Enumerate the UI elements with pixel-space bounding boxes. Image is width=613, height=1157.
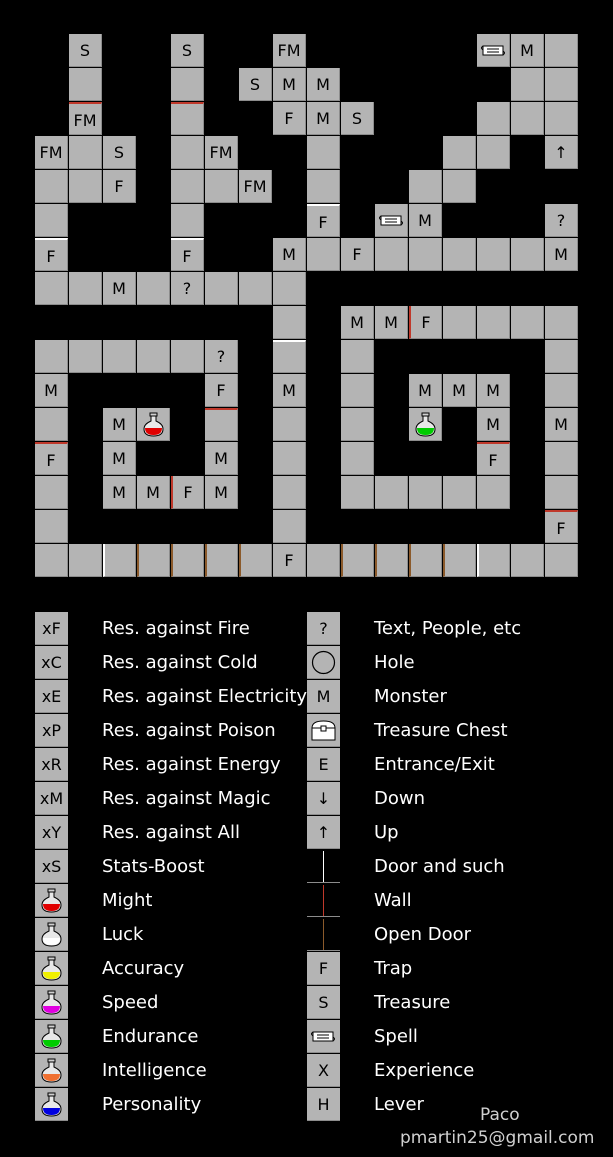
legend-label: Spell [374,1026,418,1047]
map-cell [443,544,476,577]
map-cell [409,238,442,271]
map-cell [545,442,578,475]
red-potion-icon [140,411,167,438]
map-cell [545,34,578,67]
legend-symbol: xR [35,748,68,781]
legend-row [0,816,613,850]
map-cell: M [205,442,238,475]
legend-symbol: xS [35,850,68,883]
map-cell [545,476,578,509]
map-cell [171,544,204,577]
legend-symbol: xP [35,714,68,747]
map-cell [341,476,374,509]
map-cell [375,544,408,577]
map-cell [69,544,102,577]
legend-spell [307,1020,340,1053]
map-cell [409,544,442,577]
legend-symbol: F [307,952,340,985]
map-cell [341,408,374,441]
map-cell: M [409,374,442,407]
map-cell: F [273,544,306,577]
legend-hole [307,646,340,679]
map-cell: M [307,102,340,135]
map-cell: M [409,204,442,237]
legend-symbol: xY [35,816,68,849]
map-cell: M [35,374,68,407]
map-cell: S [171,34,204,67]
legend-row [0,952,613,986]
legend-label: Trap [374,958,413,979]
map-cell: F [35,238,68,271]
map-cell: M [307,68,340,101]
legend-row [0,646,613,680]
map-cell [69,272,102,305]
map-cell [511,68,544,101]
map-cell [341,340,374,373]
map-cell [443,136,476,169]
legend-row [0,612,613,646]
map-cell [35,170,68,203]
map-cell [443,476,476,509]
map-cell [273,340,306,373]
legend-label: Speed [102,992,159,1013]
map-cell [205,544,238,577]
legend-label: Personality [102,1094,202,1115]
map-cell [137,272,170,305]
map-cell: M [273,238,306,271]
legend-row [0,748,613,782]
map-cell: M [375,306,408,339]
map-cell: M [103,442,136,475]
legend-label: Res. against Electricity [102,686,308,707]
map-cell: M [477,374,510,407]
map-cell [103,544,136,577]
author-name: Paco [480,1105,520,1125]
map-cell: F [273,102,306,135]
map-cell: FM [205,136,238,169]
legend-label: Experience [374,1060,475,1081]
legend-label: Wall [374,890,412,911]
map-cell [35,510,68,543]
legend-symbol: xF [35,612,68,645]
legend-label: Treasure Chest [374,720,508,741]
map-cell [511,306,544,339]
map-cell: F [341,238,374,271]
map-cell: M [137,476,170,509]
map-cell [307,170,340,203]
map-cell [511,238,544,271]
map-cell [545,544,578,577]
legend-label: Door and such [374,856,505,877]
map-cell [273,442,306,475]
legend-symbol: xE [35,680,68,713]
legend-row [0,884,613,918]
map-cell [205,408,238,441]
legend-label: Entrance/Exit [374,754,495,775]
legend-label: Endurance [102,1026,199,1047]
legend-label: Text, People, etc [374,618,522,639]
map-cell [375,238,408,271]
map-cell [69,340,102,373]
map-cell: FM [35,136,68,169]
legend-label: Treasure [374,992,451,1013]
map-cell [477,34,510,67]
legend-chest [307,714,340,747]
map-cell [273,306,306,339]
legend-label: Monster [374,686,447,707]
hole-icon [310,649,337,676]
legend-row [0,1088,613,1122]
map-cell [103,340,136,373]
legend-label: Accuracy [102,958,185,979]
door-line-icon [307,850,340,883]
legend-symbol: ↑ [307,816,340,849]
map-cell [375,204,408,237]
legend-label: Res. against Magic [102,788,271,809]
legend-row [0,1020,613,1054]
legend-label: Down [374,788,426,809]
map-cell: F [103,170,136,203]
map-cell: S [69,34,102,67]
map-cell: M [273,374,306,407]
map-cell [477,238,510,271]
map-cell: F [35,442,68,475]
spell-scroll-icon [310,1023,337,1050]
map-cell [69,68,102,101]
legend-label: Res. against Poison [102,720,276,741]
map-cell [171,68,204,101]
map-cell [341,374,374,407]
map-cell: FM [239,170,272,203]
map-cell [409,408,442,441]
map-cell [205,170,238,203]
map-cell [477,306,510,339]
legend-label: Hole [374,652,415,673]
door-line-icon-stroke [323,851,324,882]
legend-label: Res. against Cold [102,652,258,673]
open-door-line-icon-stroke [323,919,324,950]
legend-symbol: X [307,1054,340,1087]
legend-label: Open Door [374,924,472,945]
legend-symbol: H [307,1088,340,1121]
map-cell: FM [69,102,102,135]
legend-row [0,986,613,1020]
map-cell: F [171,476,204,509]
map-cell [341,544,374,577]
wall-line-icon-stroke [323,885,324,916]
map-cell [443,306,476,339]
map-cell [477,136,510,169]
legend-symbol: E [307,748,340,781]
map-cell [137,408,170,441]
map-cell [171,340,204,373]
map-cell: ? [205,340,238,373]
map-cell: S [239,68,272,101]
legend-symbol: xC [35,646,68,679]
map-cell [375,476,408,509]
green-potion-icon [412,411,439,438]
map-cell [35,272,68,305]
map-cell [477,544,510,577]
map-cell: F [409,306,442,339]
map-legend [0,612,613,1132]
map-cell [545,68,578,101]
spell-scroll-icon [480,37,507,64]
legend-row [0,1054,613,1088]
map-cell: ? [545,204,578,237]
map-cell [545,306,578,339]
map-cell: M [205,476,238,509]
map-cell: F [205,374,238,407]
map-cell [511,544,544,577]
map-cell [409,476,442,509]
map-cell [307,544,340,577]
map-cell [69,170,102,203]
map-cell [35,408,68,441]
map-cell: M [103,272,136,305]
map-cell [545,340,578,373]
map-cell: M [545,238,578,271]
legend-symbol: M [307,680,340,713]
legend-label: Stats-Boost [102,856,205,877]
map-cell [307,136,340,169]
map-cell: M [443,374,476,407]
map-cell [171,136,204,169]
map-cell [443,170,476,203]
legend-row [0,714,613,748]
map-cell: M [103,476,136,509]
map-cell [239,272,272,305]
map-cell [205,272,238,305]
spell-scroll-icon [378,207,405,234]
map-cell: F [171,238,204,271]
map-cell: FM [273,34,306,67]
map-cell [273,476,306,509]
map-cell [443,238,476,271]
map-cell [69,136,102,169]
map-cell [35,340,68,373]
map-cell [171,170,204,203]
map-cell [35,544,68,577]
map-cell [273,408,306,441]
legend-symbol: S [307,986,340,1019]
map-cell [341,442,374,475]
legend-row [0,680,613,714]
legend-symbol: ↓ [307,782,340,815]
open-door-line-icon [307,918,340,951]
wall-line-icon [307,884,340,917]
map-cell [511,102,544,135]
legend-label: Luck [102,924,144,945]
map-cell [171,102,204,135]
map-cell: F [477,442,510,475]
map-cell: S [341,102,374,135]
map-cell [273,272,306,305]
map-cell: ? [171,272,204,305]
map-cell [273,510,306,543]
author-email: pmartin25@gmail.com [400,1128,595,1148]
map-cell: M [341,306,374,339]
map-cell: M [103,408,136,441]
map-cell [477,102,510,135]
map-cell [545,374,578,407]
map-cell: M [511,34,544,67]
map-cell [545,102,578,135]
map-cell [35,204,68,237]
map-cell: M [545,408,578,441]
legend-label: Might [102,890,153,911]
legend-row [0,918,613,952]
map-cell [409,170,442,203]
legend-label: Res. against All [102,822,240,843]
map-cell [477,476,510,509]
map-cell: M [273,68,306,101]
map-cell [171,204,204,237]
map-cell: S [103,136,136,169]
legend-label: Res. against Energy [102,754,281,775]
map-cell: ↑ [545,136,578,169]
legend-row [0,782,613,816]
legend-symbol: xM [35,782,68,815]
map-cell: M [477,408,510,441]
map-cell [239,544,272,577]
legend-label: Intelligence [102,1060,207,1081]
legend-label: Up [374,822,399,843]
map-cell [307,238,340,271]
treasure-chest-icon [310,717,337,744]
legend-label: Res. against Fire [102,618,250,639]
legend-row [0,850,613,884]
map-cell: F [307,204,340,237]
map-cell: F [545,510,578,543]
legend-label: Lever [374,1094,424,1115]
map-cell [35,476,68,509]
map-cell [137,544,170,577]
legend-symbol: ? [307,612,340,645]
map-cell [137,340,170,373]
